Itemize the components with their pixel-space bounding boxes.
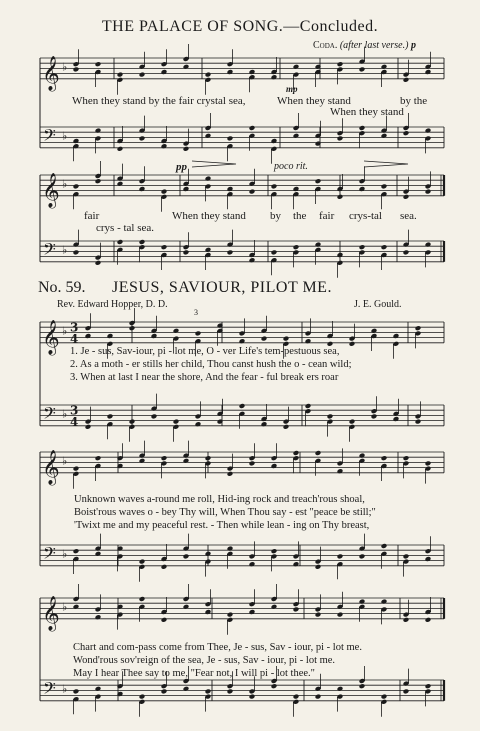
- note-head: [293, 561, 300, 567]
- note-head: [139, 694, 146, 700]
- bass-clef-icon: 𝄢: [43, 124, 56, 149]
- flat-key-icon: ♭: [62, 324, 68, 338]
- note-head: [95, 61, 102, 67]
- verse-1-line-1: 1. Je - sus, Sav-iour, pi - lot me, O - ver Life's tem-pestuous sea,: [70, 346, 340, 357]
- note-head: [359, 66, 366, 72]
- note-head: [415, 325, 422, 331]
- note-head: [425, 242, 432, 248]
- flat-key-icon: ♭: [62, 243, 68, 257]
- note-head: [393, 333, 400, 339]
- flat-key-icon: ♭: [62, 454, 68, 468]
- note-head: [271, 463, 278, 469]
- lyric-s2-4: the: [293, 210, 307, 222]
- note-head: [227, 135, 234, 141]
- note-head: [425, 189, 432, 195]
- note-head: [173, 419, 180, 425]
- note-head: [403, 553, 410, 559]
- note-head: [161, 455, 168, 461]
- note-head: [73, 688, 80, 694]
- note-head: [227, 471, 234, 477]
- time-signature: 3: [70, 403, 79, 418]
- note-head: [183, 146, 190, 152]
- note-head: [161, 564, 168, 570]
- note-head: [315, 178, 322, 184]
- note-head: [205, 551, 212, 557]
- note-head: [293, 133, 300, 139]
- note-head: [271, 183, 278, 189]
- note-head: [403, 455, 410, 461]
- note-head: [73, 466, 80, 472]
- verse-3-line-3: May I hear Thee say to me, "Fear not, I will pi - lot thee.": [73, 668, 315, 679]
- note-head: [425, 556, 432, 562]
- treble-clef-icon: 𝄞: [42, 319, 60, 355]
- lyric-s2-7: sea.: [400, 210, 417, 222]
- treble-clef-icon: 𝄞: [42, 172, 60, 208]
- note-head: [425, 128, 432, 134]
- note-head: [283, 336, 290, 342]
- note-head: [117, 146, 124, 152]
- note-head: [161, 69, 168, 75]
- treble-clef-icon: 𝄞: [42, 449, 60, 485]
- note-head: [271, 548, 278, 554]
- lyric-s2-5: fair: [319, 210, 335, 222]
- lyric-s1-bass: When they stand: [330, 106, 404, 118]
- coda-dynamic: p: [410, 40, 416, 51]
- note-head: [205, 176, 212, 182]
- note-head: [381, 694, 388, 700]
- note-head: [95, 686, 102, 692]
- note-head: [293, 450, 300, 456]
- note-head: [139, 559, 146, 565]
- dynamic-mp: mp: [286, 84, 298, 94]
- flat-key-icon: ♭: [62, 682, 68, 696]
- note-head: [73, 249, 80, 255]
- note-head: [205, 455, 212, 461]
- note-head: [337, 612, 344, 618]
- note-head: [381, 599, 388, 605]
- note-head: [73, 138, 80, 144]
- note-head: [315, 242, 322, 248]
- note-head: [73, 183, 80, 189]
- note-head: [359, 683, 366, 689]
- lyric-s1-c: by the: [400, 95, 428, 107]
- note-head: [337, 252, 344, 258]
- note-head: [161, 244, 168, 250]
- note-head: [205, 133, 212, 139]
- flat-key-icon: ♭: [62, 600, 68, 614]
- note-head: [183, 553, 190, 559]
- flat-key-icon: ♭: [62, 547, 68, 561]
- hymn-number: No. 59.: [38, 279, 86, 296]
- note-head: [227, 249, 234, 255]
- note-head: [271, 604, 278, 610]
- note-head: [359, 125, 366, 131]
- note-head: [403, 130, 410, 136]
- note-head: [205, 72, 212, 78]
- note-head: [249, 460, 256, 466]
- note-head: [293, 186, 300, 192]
- note-head: [371, 413, 378, 419]
- note-head: [239, 338, 246, 344]
- note-head: [107, 413, 114, 419]
- note-head: [271, 683, 278, 689]
- note-head: [139, 239, 146, 245]
- note-head: [73, 66, 80, 72]
- note-head: [117, 72, 124, 78]
- note-head: [403, 688, 410, 694]
- note-head: [161, 143, 168, 149]
- verse-2-line-2: Boist'rous waves o - bey Thy will, When Thou say - est "peace be still;": [74, 507, 376, 518]
- note-head: [205, 609, 212, 615]
- note-head: [129, 325, 136, 331]
- note-head: [315, 694, 322, 700]
- note-head: [107, 333, 114, 339]
- note-head: [161, 617, 168, 623]
- note-head: [403, 249, 410, 255]
- lyric-s2-bass: crys - tal sea.: [96, 222, 155, 234]
- note-head: [85, 333, 92, 339]
- bass-clef-icon: 𝄢: [43, 402, 56, 427]
- note-head: [381, 133, 388, 139]
- time-signature: 4: [70, 414, 79, 429]
- note-head: [95, 260, 102, 266]
- note-head: [227, 688, 234, 694]
- verse-2-line-3: Wond'rous sov'reign of the sea, Je - sus, Sav - iour, pi - lot me.: [73, 655, 336, 666]
- note-head: [95, 455, 102, 461]
- note-head: [249, 561, 256, 567]
- hymn-composer: J. E. Gould.: [354, 299, 402, 310]
- note-head: [183, 458, 190, 464]
- note-head: [183, 249, 190, 255]
- note-head: [205, 247, 212, 253]
- bass-clef-icon: 𝄢: [43, 677, 56, 702]
- note-head: [425, 617, 432, 623]
- note-head: [381, 543, 388, 549]
- note-head: [337, 468, 344, 474]
- note-head: [95, 551, 102, 557]
- flat-key-icon: ♭: [62, 407, 68, 421]
- note-head: [249, 189, 256, 195]
- note-head: [359, 599, 366, 605]
- note-head: [337, 194, 344, 200]
- note-head: [95, 128, 102, 134]
- note-head: [85, 424, 92, 430]
- note-head: [129, 419, 136, 425]
- note-head: [381, 183, 388, 189]
- bass-clef-icon: 𝄢: [43, 542, 56, 567]
- page-title: THE PALACE OF SONG.—Concluded.: [101, 18, 379, 35]
- note-head: [293, 244, 300, 250]
- note-head: [249, 609, 256, 615]
- note-head: [183, 64, 190, 70]
- note-head: [283, 424, 290, 430]
- note-head: [205, 688, 212, 694]
- note-head: [139, 186, 146, 192]
- note-head: [337, 553, 344, 559]
- note-head: [195, 421, 202, 427]
- treble-clef-icon: 𝄞: [42, 55, 60, 91]
- note-head: [151, 333, 158, 339]
- note-head: [271, 249, 278, 255]
- note-head: [271, 74, 278, 80]
- bass-clef-icon: 𝄢: [43, 238, 56, 263]
- note-head: [139, 596, 146, 602]
- note-head: [227, 186, 234, 192]
- hymn-author: Rev. Edward Hopper, D. D.: [57, 299, 168, 310]
- note-head: [139, 72, 146, 78]
- verse-3-line-1: 3. When at last I near the shore, And the fear - ful break ers roar: [70, 372, 339, 383]
- note-head: [359, 453, 366, 459]
- note-head: [403, 77, 410, 83]
- note-head: [359, 553, 366, 559]
- note-head: [139, 458, 146, 464]
- note-head: [359, 244, 366, 250]
- lyric-s2-1: fair: [84, 210, 100, 222]
- decrescendo-hairpin: [364, 161, 408, 167]
- flat-key-icon: ♭: [62, 129, 68, 143]
- coda-note: (after last verse.): [339, 40, 409, 51]
- note-head: [183, 604, 190, 610]
- lyric-s1-b: When they stand: [277, 95, 351, 107]
- treble-clef-icon: 𝄞: [42, 595, 60, 631]
- note-head: [151, 413, 158, 419]
- verse-2-line-1: 2. As a moth - er stills her child, Thou canst hush the o - cean wild;: [70, 359, 352, 370]
- note-head: [249, 694, 256, 700]
- note-head: [315, 564, 322, 570]
- note-head: [173, 328, 180, 334]
- hymn-title: JESUS, SAVIOUR, PILOT ME.: [112, 279, 332, 296]
- note-head: [371, 328, 378, 334]
- note-head: [195, 330, 202, 336]
- lyric-s2-3: by: [270, 210, 281, 222]
- note-head: [415, 419, 422, 425]
- note-head: [239, 403, 246, 409]
- note-head: [161, 688, 168, 694]
- note-head: [161, 189, 168, 195]
- note-head: [425, 460, 432, 466]
- note-head: [227, 612, 234, 618]
- note-head: [393, 416, 400, 422]
- note-head: [359, 186, 366, 192]
- note-head: [293, 606, 300, 612]
- note-head: [95, 178, 102, 184]
- triplet-mark: 3: [194, 308, 198, 317]
- crescendo-hairpin: [192, 161, 236, 167]
- note-head: [73, 604, 80, 610]
- note-head: [117, 181, 124, 187]
- note-head: [337, 61, 344, 67]
- note-head: [117, 239, 124, 245]
- flat-key-icon: ♭: [62, 177, 68, 191]
- note-head: [271, 138, 278, 144]
- note-head: [249, 125, 256, 131]
- note-head: [381, 455, 388, 461]
- note-head: [227, 546, 234, 552]
- note-head: [337, 686, 344, 692]
- flat-key-icon: ♭: [62, 60, 68, 74]
- verse-1-line-2: Unknown waves a-round me roll, Hid-ing rock and treach'rous shoal,: [74, 494, 365, 505]
- note-head: [95, 614, 102, 620]
- note-head: [327, 413, 334, 419]
- note-head: [315, 612, 322, 618]
- note-head: [249, 257, 256, 263]
- time-signature: 3: [70, 320, 79, 335]
- note-head: [425, 69, 432, 75]
- note-head: [183, 686, 190, 692]
- note-head: [337, 135, 344, 141]
- note-head: [139, 135, 146, 141]
- note-head: [349, 419, 356, 425]
- verse-1-line-3: Chart and com-pass come from Thee, Je - sus, Sav - iour, pi - lot me.: [73, 642, 362, 653]
- lyric-s2-6: crys-tal: [349, 210, 382, 222]
- dynamic-poco-rit: poco rit.: [274, 161, 308, 172]
- verse-3-line-2: 'Twixt me and my peaceful rest. - Then while lean - ing on Thy breast,: [74, 520, 370, 531]
- coda-label: Coda.: [313, 40, 338, 51]
- note-head: [381, 244, 388, 250]
- note-head: [315, 450, 322, 456]
- note-head: [293, 694, 300, 700]
- note-head: [305, 403, 312, 409]
- note-head: [261, 421, 268, 427]
- note-head: [293, 64, 300, 70]
- note-head: [349, 341, 356, 347]
- time-signature: 4: [70, 331, 79, 346]
- note-head: [73, 548, 80, 554]
- note-head: [261, 336, 268, 342]
- note-head: [183, 186, 190, 192]
- note-head: [249, 69, 256, 75]
- note-head: [227, 69, 234, 75]
- note-head: [305, 338, 312, 344]
- lyric-s1-a: When they stand by the fair crystal sea,: [72, 95, 246, 107]
- note-head: [403, 617, 410, 623]
- note-head: [425, 683, 432, 689]
- note-head: [381, 64, 388, 70]
- lyric-s2-2: When they stand: [172, 210, 246, 222]
- note-head: [403, 194, 410, 200]
- dynamic-pp: pp: [176, 161, 187, 173]
